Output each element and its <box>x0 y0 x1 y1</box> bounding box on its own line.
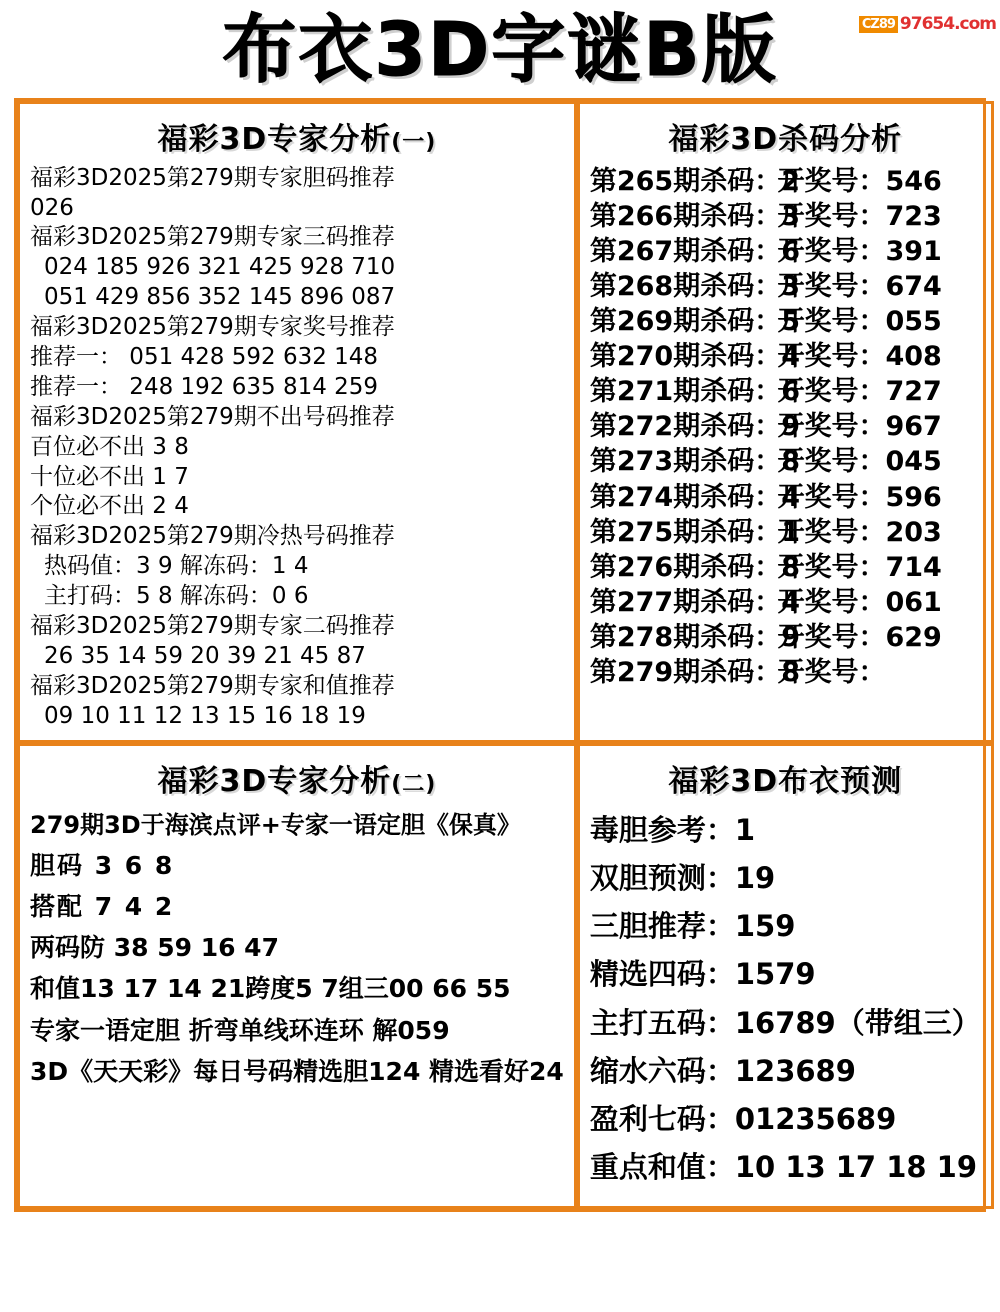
forecast-label: 三胆推荐： <box>589 909 735 944</box>
draw-number-cell: 开奖号：061 <box>777 586 942 618</box>
table-row <box>590 620 981 655</box>
table-row <box>590 269 981 304</box>
list-item: 两码防 38 59 16 47 <box>30 933 279 963</box>
panel-1-heading-suffix: (一) <box>391 129 437 155</box>
list-item: 推荐一： 051 428 592 632 148 <box>30 344 379 371</box>
kill-code-cell: 第274期杀码：4 <box>589 481 800 513</box>
kill-code-cell: 第279期杀码：8 <box>589 657 800 688</box>
panel-1-heading-text: 福彩3D专家分析 <box>157 121 392 157</box>
forecast-value: 123689 <box>734 1053 856 1088</box>
watermark <box>859 14 996 34</box>
kill-code-cell: 第266期杀码：3 <box>589 200 800 232</box>
panel-2-heading: 福彩3D杀码分析 <box>668 121 903 157</box>
list-item: 推荐一： 248 192 635 814 259 <box>30 373 379 400</box>
list-item <box>590 1005 981 1041</box>
forecast-label: 缩水六码： <box>589 1053 735 1088</box>
list-item <box>590 1101 981 1137</box>
draw-number-cell: 开奖号：723 <box>777 200 942 232</box>
watermark-text: 97654.com <box>899 14 996 34</box>
draw-number-cell: 开奖号：629 <box>777 621 942 653</box>
table-row <box>590 515 981 550</box>
kill-code-cell: 第269期杀码：5 <box>589 306 800 338</box>
draw-number-cell: 开奖号：727 <box>777 376 942 408</box>
list-item: 福彩3D2025第279期专家三码推荐 <box>30 224 395 251</box>
list-item: 福彩3D2025第279期专家和值推荐 <box>30 672 395 699</box>
kill-code-cell: 第268期杀码：3 <box>589 270 800 302</box>
forecast-value: 19 <box>734 860 776 895</box>
panel-expert-analysis-1 <box>17 101 577 743</box>
draw-number-cell: 开奖号：596 <box>777 481 942 513</box>
list-item <box>590 908 981 944</box>
list-item: 十位必不出 1 7 <box>30 463 189 490</box>
page-title: 布衣3D字谜B版 <box>222 7 778 93</box>
draw-number-cell: 开奖号：408 <box>777 341 942 373</box>
draw-number-cell: 开奖号：546 <box>777 165 942 197</box>
draw-number-cell: 开奖号：714 <box>777 551 942 583</box>
draw-number-cell: 开奖号：055 <box>777 306 942 338</box>
panel-expert-analysis-2 <box>17 743 577 1209</box>
table-row <box>590 444 981 479</box>
panel-4-heading: 福彩3D布衣预测 <box>668 763 903 799</box>
panel-kill-code-analysis <box>577 101 994 743</box>
table-row <box>590 480 981 515</box>
panel-3-heading-text: 福彩3D专家分析 <box>157 763 392 799</box>
forecast-label: 重点和值： <box>589 1150 735 1185</box>
table-row <box>590 655 981 690</box>
table-row <box>590 199 981 234</box>
watermark-tag: CZ89 <box>859 16 898 33</box>
content-grid <box>14 98 986 1212</box>
forecast-value: 1 <box>734 812 756 847</box>
draw-number-cell: 开奖号： <box>777 657 886 688</box>
panel-3-heading-suffix: (二) <box>391 771 437 797</box>
kill-code-cell: 第275期杀码：1 <box>589 516 800 548</box>
list-item <box>590 956 981 992</box>
list-item: 024 185 926 321 425 928 710 <box>44 254 396 281</box>
draw-number-cell: 开奖号：391 <box>777 235 942 267</box>
table-row <box>590 585 981 620</box>
list-item: 福彩3D2025第279期专家奖号推荐 <box>30 314 395 341</box>
list-item: 个位必不出 2 4 <box>30 493 189 520</box>
list-item: 福彩3D2025第279期不出号码推荐 <box>30 403 395 430</box>
list-item <box>590 1149 981 1185</box>
list-item: 26 35 14 59 20 39 21 45 87 <box>44 642 366 669</box>
forecast-value: 1579 <box>734 957 816 992</box>
table-row <box>590 409 981 444</box>
forecast-label: 毒胆参考： <box>589 812 735 847</box>
list-item: 和值13 17 14 21跨度5 7组三00 66 55 <box>30 974 511 1004</box>
table-row <box>590 164 981 199</box>
draw-number-cell: 开奖号：045 <box>777 446 942 478</box>
panel-3-heading <box>30 756 564 800</box>
kill-code-cell: 第267期杀码：6 <box>589 235 800 267</box>
kill-code-cell: 第276期杀码：8 <box>589 551 800 583</box>
table-row <box>590 234 981 269</box>
list-item: 专家一语定胆 折弯单线环连环 解059 <box>30 1015 450 1045</box>
list-item: 3D《天天彩》每日号码精选胆124 精选看好24 <box>30 1056 564 1086</box>
forecast-label: 精选四码： <box>589 957 735 992</box>
kill-code-cell: 第278期杀码：9 <box>589 621 800 653</box>
table-row <box>590 550 981 585</box>
panel-1-heading <box>30 114 564 158</box>
list-item: 09 10 11 12 13 15 16 18 19 <box>44 702 366 729</box>
table-row <box>590 339 981 374</box>
draw-number-cell: 开奖号：967 <box>777 411 942 443</box>
list-item: 福彩3D2025第279期冷热号码推荐 <box>30 523 395 550</box>
draw-number-cell: 开奖号：203 <box>777 516 942 548</box>
forecast-label: 双胆预测： <box>589 860 735 895</box>
forecast-value: 01235689 <box>734 1102 897 1137</box>
draw-number-cell: 开奖号：674 <box>777 270 942 302</box>
forecast-value: 159 <box>734 909 796 944</box>
table-row <box>590 304 981 339</box>
list-item: 搭配 7 4 2 <box>30 891 175 921</box>
forecast-value: 10 13 17 18 19 <box>734 1150 978 1185</box>
list-item: 百位必不出 3 8 <box>30 433 189 460</box>
kill-code-cell: 第265期杀码：2 <box>589 165 800 197</box>
list-item: 026 <box>30 194 74 221</box>
panel-buyi-forecast <box>577 743 994 1209</box>
kill-code-cell: 第270期杀码：4 <box>589 341 800 373</box>
list-item: 051 429 856 352 145 896 087 <box>44 284 396 311</box>
forecast-label: 主打五码： <box>589 1005 735 1040</box>
forecast-value: 16789（带组三） <box>734 1005 981 1040</box>
kill-code-cell: 第273期杀码：8 <box>589 446 800 478</box>
list-item <box>590 812 981 848</box>
list-item: 主打码：5 8 解冻码：0 6 <box>44 583 309 610</box>
list-item: 福彩3D2025第279期专家二码推荐 <box>30 613 395 640</box>
list-item <box>590 1053 981 1089</box>
list-item <box>590 860 981 896</box>
kill-code-cell: 第271期杀码：6 <box>589 376 800 408</box>
list-item: 胆码 3 6 8 <box>30 850 175 880</box>
table-row <box>590 374 981 409</box>
kill-code-cell: 第272期杀码：9 <box>589 411 800 443</box>
list-item: 279期3D于海滨点评+专家一语定胆《保真》 <box>30 810 521 839</box>
forecast-label: 盈利七码： <box>589 1102 735 1137</box>
kill-code-cell: 第277期杀码：4 <box>589 586 800 618</box>
list-item: 福彩3D2025第279期专家胆码推荐 <box>30 164 395 191</box>
list-item: 热码值：3 9 解冻码：1 4 <box>44 553 309 580</box>
